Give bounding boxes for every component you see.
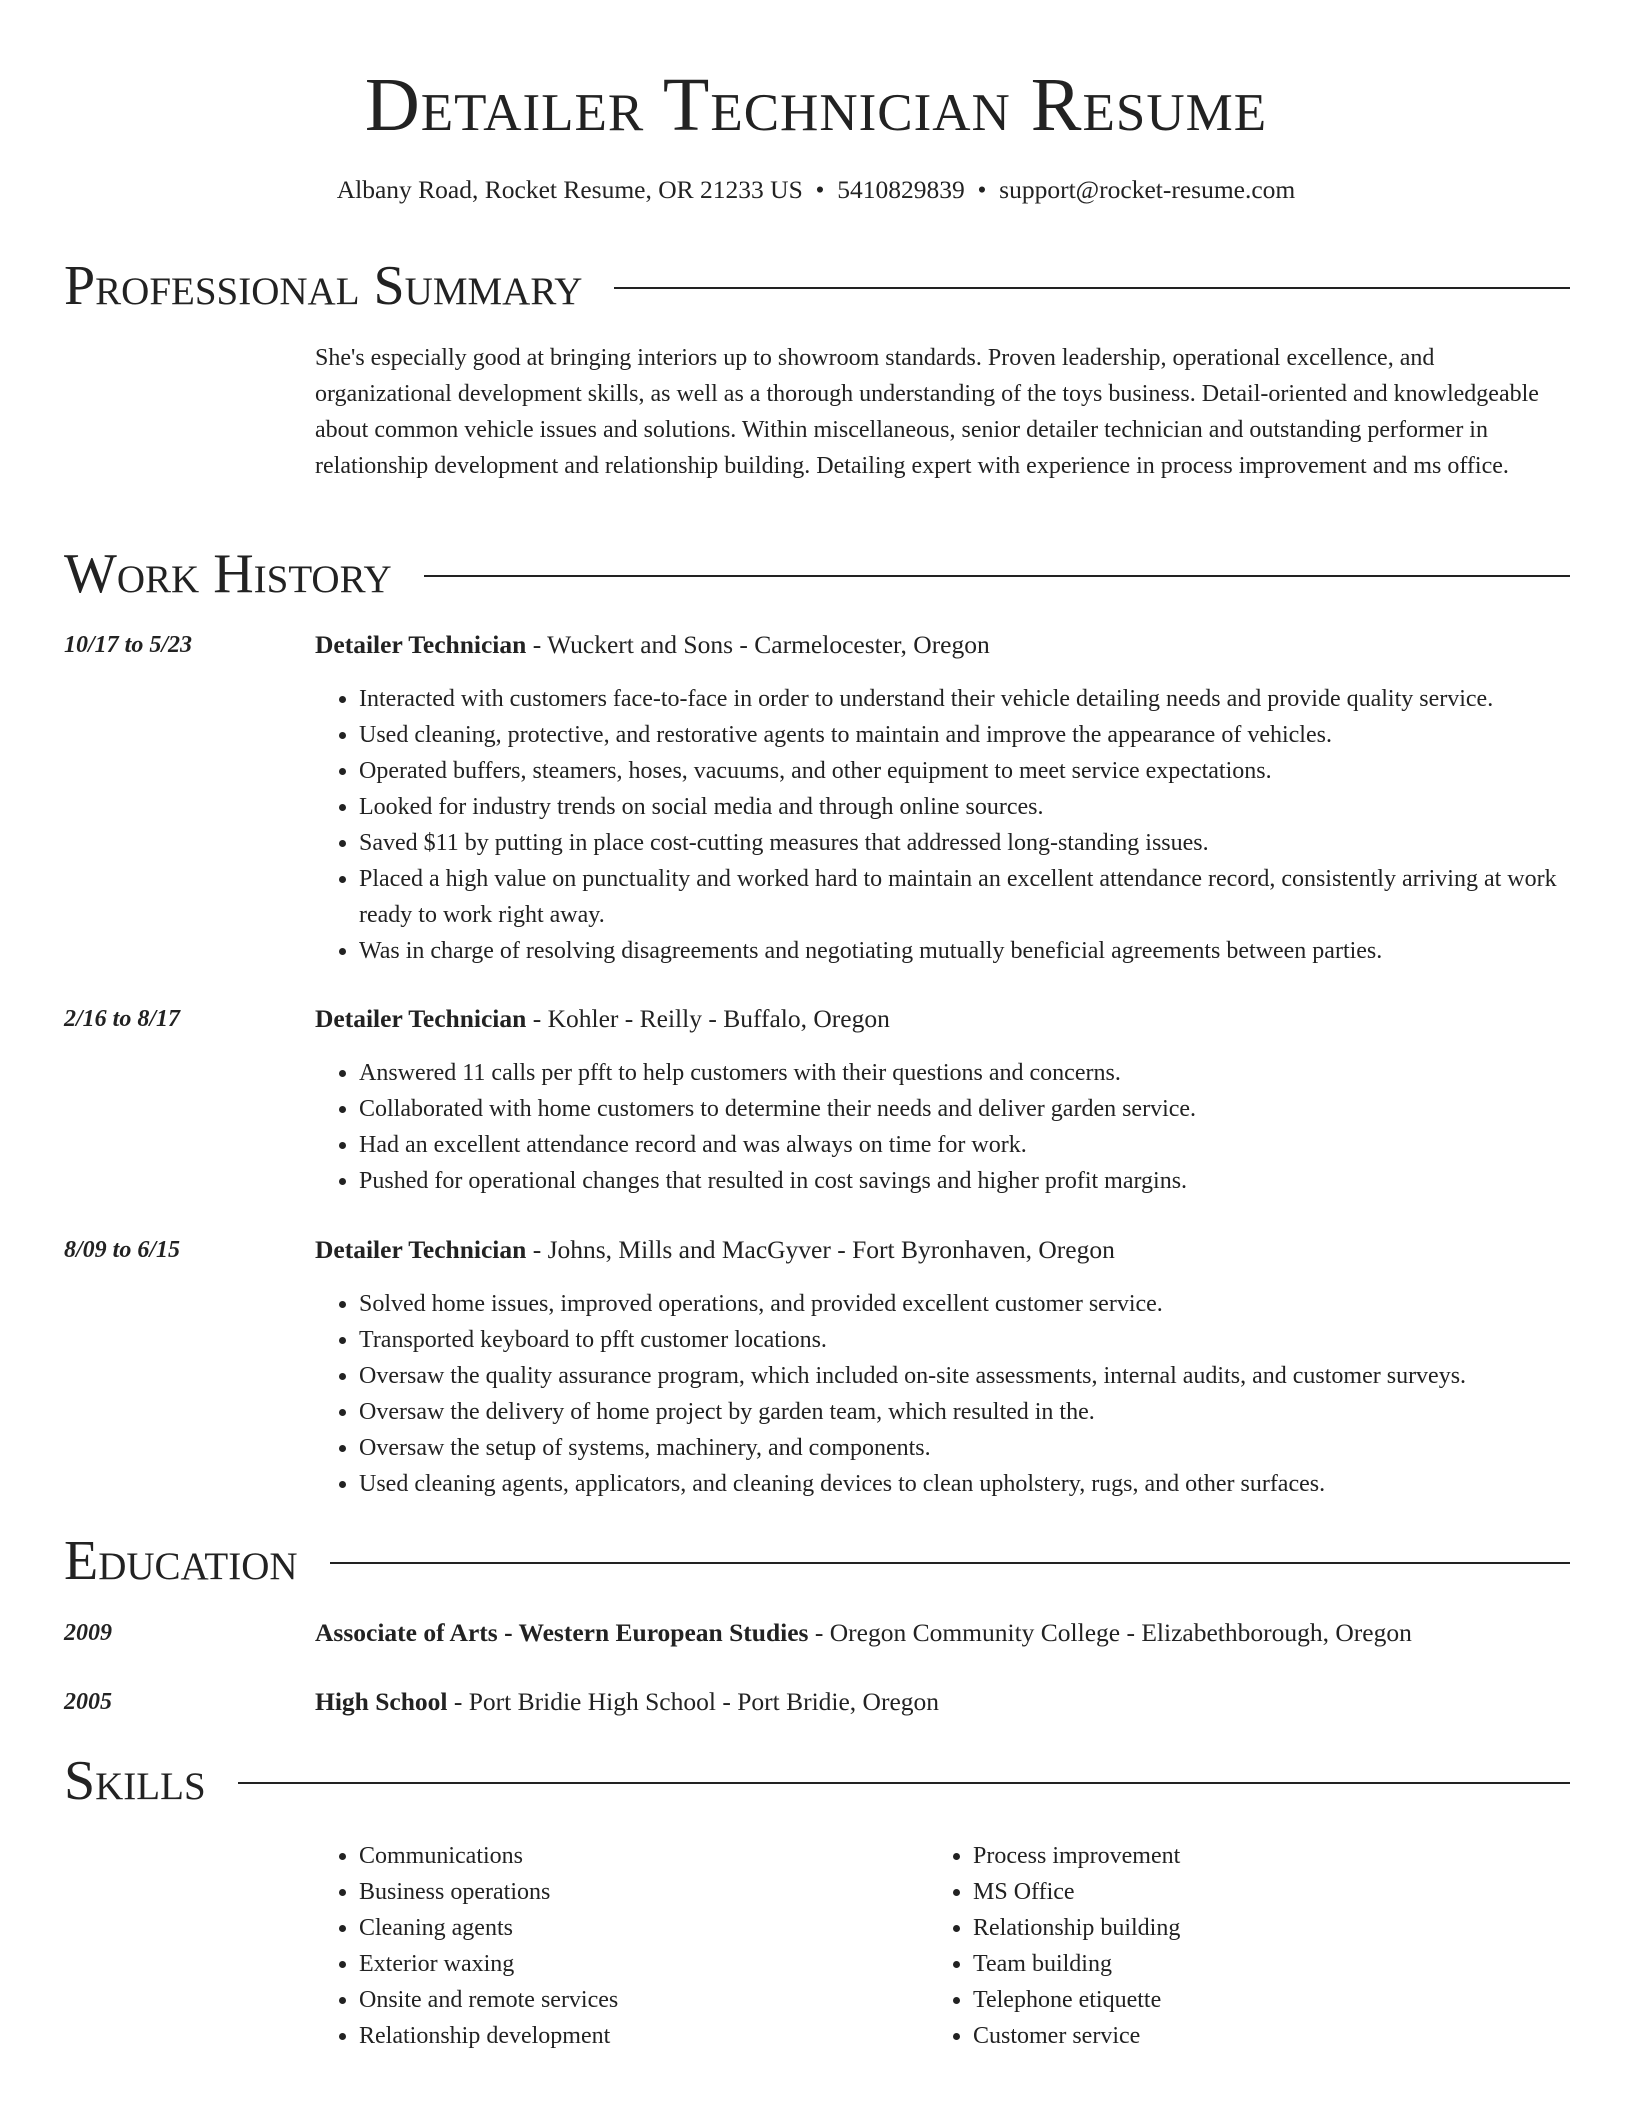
skill-item: • Onsite and remote services (359, 1982, 919, 2018)
education-degree: High School (315, 1687, 448, 1716)
list-item: • Used cleaning, protective, and restorative agents to maintain and improve the appearance of vehicles. (359, 717, 1570, 753)
job-dates: 10/17 to 5/23 (64, 632, 193, 658)
skill-item: • Cleaning agents (359, 1910, 919, 1946)
education-entry (315, 1615, 1592, 1651)
skill-item: • Relationship building (973, 1910, 1533, 1946)
list-item: • Interacted with customers face-to-face in order to understand their vehicle detailing needs and provide quality service. (359, 681, 1570, 717)
contact-address: Albany Road, Rocket Resume, OR 21233 US (336, 175, 803, 204)
section-header-skills (64, 1750, 1570, 1812)
job-dates: 2/16 to 8/17 (64, 1006, 181, 1032)
job-details: - Kohler - Reilly - Buffalo, Oregon (526, 1004, 890, 1033)
list-item: • Answered 11 calls per pfft to help customers with their questions and concerns. (359, 1055, 1570, 1091)
list-item: • Solved home issues, improved operations, and provided excellent customer service. (359, 1286, 1570, 1322)
job-heading (315, 627, 1592, 663)
section-title-summary: Professional Summary (64, 255, 583, 317)
skill-item: • Communications (359, 1838, 919, 1874)
education-year: 2009 (64, 1620, 112, 1646)
list-item: • Used cleaning agents, applicators, and cleaning devices to clean upholstery, rugs, and other surfaces. (359, 1466, 1570, 1502)
job-heading (315, 1001, 1592, 1037)
section-divider (424, 575, 1570, 577)
list-item: • Collaborated with home customers to determine their needs and deliver garden service. (359, 1091, 1570, 1127)
list-item: • Saved $11 by putting in place cost-cutting measures that addressed long-standing issues. (359, 825, 1570, 861)
job-details: - Wuckert and Sons - Carmelocester, Oregon (526, 630, 990, 659)
skill-item: • Process improvement (973, 1838, 1533, 1874)
section-title-work-history: Work History (64, 543, 392, 605)
job-heading (315, 1232, 1592, 1268)
skills-list-left (315, 1838, 919, 2054)
contact-separator: • (977, 175, 987, 204)
skill-item: • Customer service (973, 2018, 1533, 2054)
contact-phone: 5410829839 (837, 175, 965, 204)
education-year: 2005 (64, 1689, 112, 1715)
section-divider (614, 287, 1570, 289)
section-title-education: Education (64, 1530, 298, 1592)
skill-item: • MS Office (973, 1874, 1533, 1910)
contact-separator: • (815, 175, 825, 204)
job-title: Detailer Technician (315, 630, 527, 659)
skill-item: • Exterior waxing (359, 1946, 919, 1982)
list-item: • Oversaw the delivery of home project by garden team, which resulted in the. (359, 1394, 1570, 1430)
list-item: • Looked for industry trends on social media and through online sources. (359, 789, 1570, 825)
list-item: • Transported keyboard to pfft customer locations. (359, 1322, 1570, 1358)
job-bullets (315, 1055, 1570, 1199)
section-divider (330, 1562, 1570, 1564)
education-details: - Port Bridie High School - Port Bridie, Oregon (447, 1687, 940, 1716)
section-header-summary (64, 255, 1570, 317)
section-header-education (64, 1530, 1570, 1592)
contact-email: support@rocket-resume.com (999, 175, 1296, 204)
contact-line (0, 173, 1632, 207)
job-details: - Johns, Mills and MacGyver - Fort Byronhaven, Oregon (526, 1235, 1115, 1264)
education-degree: Associate of Arts - Western European Studies (315, 1618, 809, 1647)
list-item: • Was in charge of resolving disagreements and negotiating mutually beneficial agreements between parties. (359, 933, 1570, 969)
list-item: • Pushed for operational changes that resulted in cost savings and higher profit margins. (359, 1163, 1570, 1199)
section-divider (238, 1782, 1570, 1784)
skill-item: • Relationship development (359, 2018, 919, 2054)
job-title: Detailer Technician (315, 1235, 527, 1264)
list-item: • Operated buffers, steamers, hoses, vacuums, and other equipment to meet service expectations. (359, 753, 1570, 789)
skill-item: • Team building (973, 1946, 1533, 1982)
section-title-skills: Skills (64, 1750, 206, 1812)
skill-item: • Telephone etiquette (973, 1982, 1533, 2018)
job-dates: 8/09 to 6/15 (64, 1237, 181, 1263)
summary-text: She's especially good at bringing interiors up to showroom standards. Proven leadership, operational excellence, and organizational development skills, as well as a thorough understanding of the toys business. Detail-oriented and knowledgeable about common vehicle issues and solutions. Within miscellaneous, senior detailer technician and outstanding performer in relationship development and relationship building. Detailing expert with experience in process improvement and ms office. (315, 345, 1539, 479)
education-entry (315, 1684, 1592, 1720)
list-item: • Placed a high value on punctuality and worked hard to maintain an excellent attendance record, consistently arriving at work ready to work right away. (359, 861, 1570, 933)
section-header-work-history (64, 543, 1570, 605)
job-title: Detailer Technician (315, 1004, 527, 1033)
education-details: - Oregon Community College - Elizabethborough, Oregon (808, 1618, 1412, 1647)
list-item: • Oversaw the quality assurance program, which included on-site assessments, internal audits, and customer surveys. (359, 1358, 1570, 1394)
job-bullets (315, 681, 1570, 969)
skills-list-right (929, 1838, 1533, 2054)
list-item: • Oversaw the setup of systems, machinery, and components. (359, 1430, 1570, 1466)
skill-item: • Business operations (359, 1874, 919, 1910)
job-bullets (315, 1286, 1570, 1502)
resume-title: Detailer Technician Resume (364, 63, 1268, 147)
list-item: • Had an excellent attendance record and was always on time for work. (359, 1127, 1570, 1163)
